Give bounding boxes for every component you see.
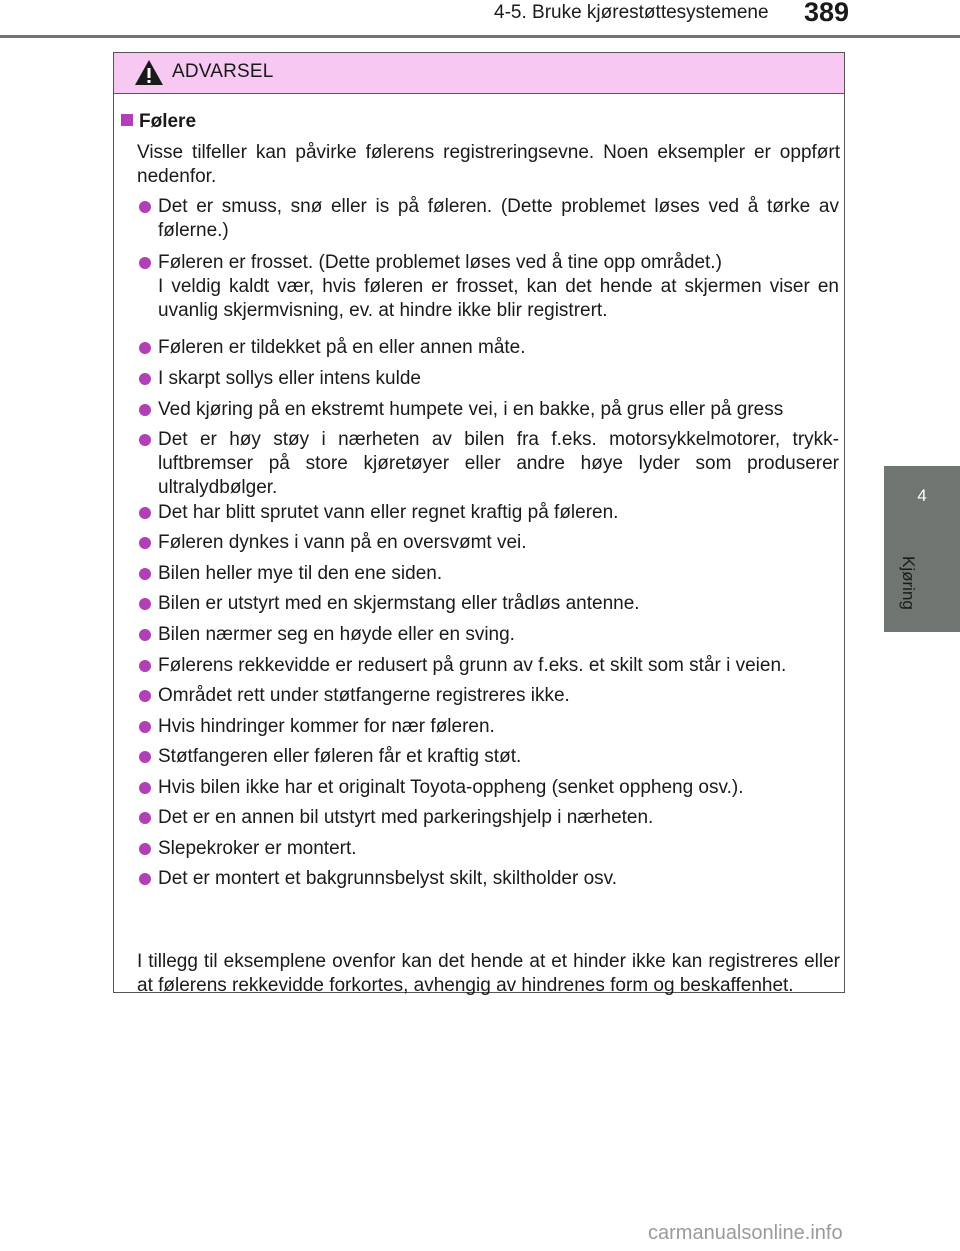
bullet-dot-icon (139, 257, 151, 269)
bullet-text: Det er en annen bil utstyrt med parkeringshjelp i nærheten. (158, 807, 654, 828)
warning-bullet-item (139, 531, 839, 555)
bullet-dot-icon (139, 751, 151, 763)
bullet-text: Det er smuss, snø eller is på føleren. (Dette problemet løses ved å tørke av følerne.) (158, 196, 839, 241)
chapter-tab (884, 466, 960, 632)
warning-bullet-item (139, 776, 839, 800)
bullet-text: Støtfangeren eller føleren får et kraftig støt. (158, 746, 522, 767)
section-square-icon (121, 114, 133, 126)
warning-bullet-item (139, 654, 839, 678)
bullet-dot-icon (139, 434, 151, 446)
outro-paragraph: I tillegg til eksemplene ovenfor kan det hende at et hinder ikke kan registreres eller at følerens rekkevidde forkortes, avhengig av hindrenes form og beskaffenhet. (137, 951, 840, 996)
bullet-text: Føleren er frosset. (Dette problemet løses ved å tine opp området.) I veldig kaldt vær, hvis føleren er frosset, kan det hende at skjermen viser en uvanlig skjermvisning, ev. at hindre ikke blir registrert. (158, 252, 839, 321)
bullet-text: I skarpt sollys eller intens kulde (158, 368, 421, 389)
bullet-text: Føleren dynkes i vann på en oversvømt vei. (158, 532, 527, 553)
bullet-dot-icon (139, 537, 151, 549)
warning-header (114, 53, 844, 94)
bullet-dot-icon (139, 342, 151, 354)
bullet-dot-icon (139, 873, 151, 885)
warning-bullet-item (139, 501, 839, 525)
warning-bullet-item (139, 195, 839, 243)
warning-bullet-item (139, 562, 839, 586)
bullet-dot-icon (139, 598, 151, 610)
bullet-text: Området rett under støtfangerne registreres ikke. (158, 685, 570, 706)
intro-paragraph: Visse tilfeller kan påvirke følerens registreringsevne. Noen eksempler er oppført nedenfor. (137, 142, 840, 187)
warning-bullet-item (139, 592, 839, 616)
chapter-name: Kjøring (899, 556, 918, 610)
bullet-text: Bilen heller mye til den ene siden. (158, 563, 443, 584)
warning-bullet-item (139, 336, 839, 360)
bullet-text: Følerens rekkevidde er redusert på grunn av f.eks. et skilt som står i veien. (158, 655, 787, 676)
bullet-dot-icon (139, 843, 151, 855)
bullet-text: Ved kjøring på en ekstremt humpete vei, i en bakke, på grus eller på gress (158, 399, 784, 420)
bullet-text: Det er montert et bakgrunnsbelyst skilt, skiltholder osv. (158, 868, 618, 889)
bullet-dot-icon (139, 201, 151, 213)
warning-bullet-item (139, 867, 839, 891)
bullet-text: Hvis bilen ikke har et originalt Toyota-oppheng (senket oppheng osv.). (158, 777, 744, 798)
bullet-dot-icon (139, 507, 151, 519)
bullet-dot-icon (139, 721, 151, 733)
bullet-dot-icon (139, 690, 151, 702)
bullet-text: Det er høy støy i nærheten av bilen fra f.eks. motorsykkelmotorer, trykk-luftbremser på store kjøretøyer eller andre høye lyder som produserer ultralydbølger. (158, 429, 839, 498)
section-title-text: Følere (139, 111, 197, 132)
header-rule (0, 35, 960, 38)
bullet-text: Føleren er tildekket på en eller annen måte. (158, 337, 526, 358)
bullet-dot-icon (139, 629, 151, 641)
bullet-text: Slepekroker er montert. (158, 838, 357, 859)
warning-bullet-item (139, 837, 839, 861)
footer-watermark: carmanualsonline.info (648, 1222, 843, 1244)
bullet-dot-icon (139, 373, 151, 385)
warning-bullet-item (139, 623, 839, 647)
warning-bullet-item (139, 806, 839, 830)
section-title (121, 111, 196, 133)
bullet-text: Det har blitt sprutet vann eller regnet kraftig på føleren. (158, 502, 619, 523)
warning-bullet-item (139, 715, 839, 739)
header-title: 4-5. Bruke kjørestøttesystemene (494, 2, 769, 23)
bullet-text: Bilen er utstyrt med en skjermstang eller trådløs antenne. (158, 593, 640, 614)
warning-bullet-item (139, 367, 839, 391)
warning-bullet-item (139, 251, 839, 323)
warning-bullet-item (139, 684, 839, 708)
warning-bullet-item (139, 428, 839, 500)
bullet-text: Bilen nærmer seg en høyde eller en sving. (158, 624, 515, 645)
bullet-dot-icon (139, 404, 151, 416)
bullet-dot-icon (139, 568, 151, 580)
bullet-dot-icon (139, 812, 151, 824)
warning-box (113, 52, 845, 996)
warning-label: ADVARSEL (172, 61, 274, 82)
bullet-dot-icon (139, 782, 151, 794)
warning-bullet-item (139, 398, 839, 422)
warning-bullet-item (139, 745, 839, 769)
bullet-text: Hvis hindringer kommer for nær føleren. (158, 716, 495, 737)
chapter-number: 4 (917, 486, 927, 505)
warning-triangle-icon (134, 59, 164, 86)
page-number: 389 (804, 0, 850, 27)
bullet-dot-icon (139, 660, 151, 672)
